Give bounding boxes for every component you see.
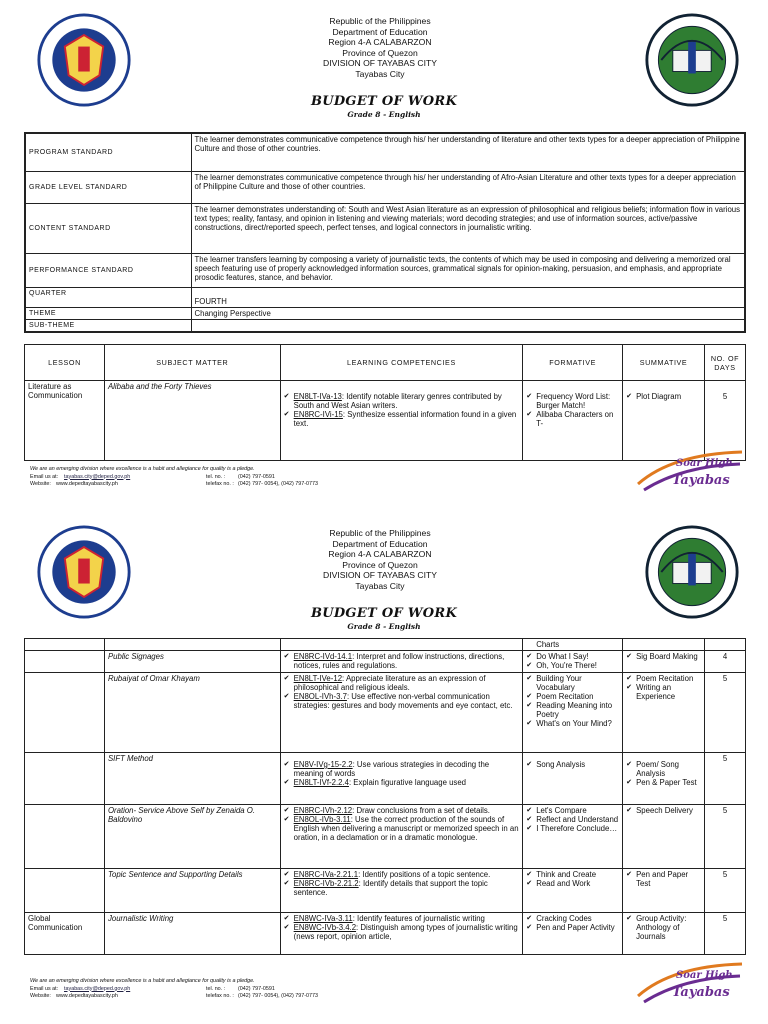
list-item: ✔ Writing an Experience bbox=[626, 683, 701, 701]
standard-row bbox=[25, 287, 745, 307]
lesson-cell bbox=[25, 805, 105, 869]
subject-cell: Oration- Service Above Self by Zenaida O. Baldovino bbox=[104, 805, 280, 869]
list-item: ✔ EN8V-IVg-15-2.2: Use various strategies in decoding the meaning of words bbox=[284, 760, 520, 778]
document-subtitle: Grade 8 - English bbox=[347, 110, 421, 119]
lesson-cell bbox=[25, 869, 105, 913]
competencies-cell bbox=[280, 869, 523, 913]
competencies-cell bbox=[280, 673, 523, 753]
standard-label: GRADE LEVEL STANDARD bbox=[25, 171, 191, 203]
standard-row bbox=[25, 307, 745, 319]
standard-text bbox=[191, 319, 745, 332]
standard-label: SUB-THEME bbox=[25, 319, 191, 332]
list-item: ✔ Think and Create bbox=[526, 870, 619, 879]
competencies-cell bbox=[280, 753, 523, 805]
standard-label: PERFORMANCE STANDARD bbox=[25, 253, 191, 287]
summative-cell bbox=[623, 869, 705, 913]
competencies-cell bbox=[280, 651, 523, 673]
list-item: ✔ EN8RC-IVh-2.12: Draw conclusions from a set of details. bbox=[284, 806, 520, 815]
formative-cell bbox=[523, 753, 623, 805]
days-cell: 5 bbox=[705, 869, 746, 913]
days-cell: 5 bbox=[705, 381, 746, 461]
page-footer: We are an emerging division where excellence is a habit and allegiance for quality is a pledge. Email us at: tayabas.city@deped.gov.ph tel. no. : (042) 797-0591 Website: www.depedtayabascity.ph telefax no. : (042) 797- 0054), (042) 797-0773 bbox=[30, 978, 319, 1000]
standard-text: FOURTH bbox=[191, 287, 745, 307]
table-row bbox=[25, 651, 746, 673]
list-item: ✔ EN8OL-IVh-3.7: Use effective non-verbal communication strategies: gestures and body movements and eye contact, etc. bbox=[284, 692, 520, 710]
standard-label: CONTENT STANDARD bbox=[25, 203, 191, 253]
subject-cell: Public Signages bbox=[104, 651, 280, 673]
formative-cell bbox=[523, 805, 623, 869]
standard-label: THEME bbox=[25, 307, 191, 319]
list-item: ✔ Pen and Paper Activity bbox=[526, 923, 619, 932]
website-link[interactable]: www.depedtayabascity.ph bbox=[56, 993, 118, 1000]
formative-cell bbox=[523, 673, 623, 753]
list-item: ✔ Sig Board Making bbox=[626, 652, 701, 661]
table-row bbox=[25, 753, 746, 805]
days-cell: 5 bbox=[705, 805, 746, 869]
summative-cell bbox=[623, 651, 705, 673]
email-link[interactable]: tayabas.city@deped.gov.ph bbox=[64, 473, 131, 480]
list-item: ✔ Building Your Vocabulary bbox=[526, 674, 619, 692]
days-cell: 4 bbox=[705, 651, 746, 673]
summative-cell bbox=[623, 673, 705, 753]
formative-cell bbox=[523, 913, 623, 955]
summative-cell bbox=[623, 753, 705, 805]
subject-cell: Rubaiyat of Omar Khayam bbox=[104, 673, 280, 753]
list-item: ✔ Alibaba Characters on T- bbox=[526, 410, 619, 428]
days-cell: 5 bbox=[705, 753, 746, 805]
subject-cell: Topic Sentence and Supporting Details bbox=[104, 869, 280, 913]
list-item: ✔ EN8LT-IVe-12: Appreciate literature as an expression of philosophical and religious ideals. bbox=[284, 674, 520, 692]
document-page-2 bbox=[0, 512, 768, 1024]
svg-text:Tayabas: Tayabas bbox=[672, 473, 730, 488]
standard-row bbox=[25, 253, 745, 287]
list-item: ✔ Do What I Say! bbox=[526, 652, 619, 661]
lesson-cell bbox=[25, 651, 105, 673]
svg-text:Soar High: Soar High bbox=[676, 970, 733, 981]
standards-table bbox=[24, 132, 746, 333]
list-item: ✔ Group Activity: Anthology of Journals bbox=[626, 914, 701, 941]
standard-text: The learner transfers learning by composing a variety of journalistic texts, the contents of which may be used in composing and delivering a memorized oral speech featuring use of properly acknowledged information sources, grammatical signals for opinion-making, persuasion, and emphasis, and appropriate prosodic features, stance, and behavior. bbox=[191, 253, 745, 287]
budget-of-work-table-continued bbox=[24, 638, 746, 955]
svg-text:Tayabas: Tayabas bbox=[672, 985, 730, 1000]
list-item: ✔ Oh, You're There! bbox=[526, 661, 619, 670]
list-item: ✔ Plot Diagram bbox=[626, 392, 701, 401]
list-item: ✔ Song Analysis bbox=[526, 760, 619, 769]
list-item: ✔ EN8LT-IVf-2.2.4: Explain figurative language used bbox=[284, 778, 520, 787]
lesson-cell: Global Communication bbox=[25, 913, 105, 955]
subject-cell: Alibaba and the Forty Thieves bbox=[104, 381, 280, 461]
summative-cell bbox=[623, 913, 705, 955]
list-item: ✔ EN8RC-IVi-15: Synthesize essential information found in a given text. bbox=[284, 410, 520, 428]
column-header: NO. OF DAYS bbox=[705, 345, 746, 381]
standard-row bbox=[25, 319, 745, 332]
subject-cell: Journalistic Writing bbox=[104, 913, 280, 955]
formative-cell bbox=[523, 381, 623, 461]
list-item: ✔ Read and Work bbox=[526, 879, 619, 888]
standard-text: Changing Perspective bbox=[191, 307, 745, 319]
formative-cell bbox=[523, 651, 623, 673]
table-header-row bbox=[25, 345, 746, 381]
standard-text: The learner demonstrates understanding of: South and West Asian literature as an expression of philosophical and religious beliefs; information flow in various text types; reality, fantasy, and opinion in listening and viewing materials; word decoding strategies; and use of information sources, active/passive constructions, direct/reported speech, perfect tenses, and logical connectors in journalistic writing. bbox=[191, 203, 745, 253]
list-item: ✔ EN8WC-IVa-3.11: Identify features of journalistic writing bbox=[284, 914, 520, 923]
list-item: ✔ Poem Recitation bbox=[526, 692, 619, 701]
list-item: ✔ Reflect and Understand bbox=[526, 815, 619, 824]
standard-row bbox=[25, 203, 745, 253]
lesson-cell: Literature as Communication bbox=[25, 381, 105, 461]
list-item: ✔ EN8RC-IVd-14.1: Interpret and follow instructions, directions, notices, rules and regulations. bbox=[284, 652, 520, 670]
column-header: FORMATIVE bbox=[523, 345, 623, 381]
list-item: ✔ Let's Compare bbox=[526, 806, 619, 815]
svg-text:Soar High: Soar High bbox=[676, 458, 733, 469]
list-item: ✔ EN8RC-IVb-2.21.2: Identify details that support the topic sentence. bbox=[284, 879, 520, 897]
competencies-cell bbox=[280, 805, 523, 869]
list-item: ✔ Pen & Paper Test bbox=[626, 778, 701, 787]
days-cell: 5 bbox=[705, 913, 746, 955]
standard-label: PROGRAM STANDARD bbox=[25, 133, 191, 171]
list-item: ✔ EN8WC-IVb-3.4.2: Distinguish among types of journalistic writing (news report, opinion article, bbox=[284, 923, 520, 941]
list-item: ✔ Reading Meaning into Poetry bbox=[526, 701, 619, 719]
formative-cell: Charts bbox=[523, 639, 623, 651]
table-row bbox=[25, 639, 746, 651]
table-row bbox=[25, 913, 746, 955]
document-title: BUDGET OF WORK bbox=[310, 94, 458, 109]
column-header: LEARNING COMPETENCIES bbox=[280, 345, 523, 381]
document-title: BUDGET OF WORK bbox=[310, 606, 458, 621]
website-link[interactable]: www.depedtayabascity.ph bbox=[56, 481, 118, 488]
formative-cell bbox=[523, 869, 623, 913]
competencies-cell bbox=[280, 381, 523, 461]
column-header: SUMMATIVE bbox=[623, 345, 705, 381]
table-row bbox=[25, 869, 746, 913]
lesson-cell bbox=[25, 753, 105, 805]
soar-high-tayabas-logo bbox=[632, 956, 748, 1012]
standard-row bbox=[25, 133, 745, 171]
list-item: ✔ What's on Your Mind? bbox=[526, 719, 619, 728]
list-item: ✔ Speech Delivery bbox=[626, 806, 701, 815]
letterhead: Republic of the Philippines Department of Education Region 4-A CALABARZON Province of Quezon DIVISION OF TAYABAS CITY Tayabas City bbox=[323, 16, 437, 79]
list-item: ✔ Frequency Word List: Burger Match! bbox=[526, 392, 619, 410]
standard-row bbox=[25, 171, 745, 203]
letterhead: Republic of the Philippines Department of Education Region 4-A CALABARZON Province of Quezon DIVISION OF TAYABAS CITY Tayabas City bbox=[323, 528, 437, 591]
list-item: ✔ Poem Recitation bbox=[626, 674, 701, 683]
list-item: ✔ EN8OL-IVb-3.11: Use the correct production of the sounds of English when delivering a manuscript or memorized speech in an oration, in a declamation or in a dramatic monologue. bbox=[284, 815, 520, 842]
email-link[interactable]: tayabas.city@deped.gov.ph bbox=[64, 985, 131, 992]
list-item: ✔ Pen and Paper Test bbox=[626, 870, 701, 888]
list-item: ✔ EN8RC-IVa-2.21.1: Identify positions of a topic sentence. bbox=[284, 870, 520, 879]
column-header: LESSON bbox=[25, 345, 105, 381]
list-item: ✔ I Therefore Conclude… bbox=[526, 824, 619, 833]
table-row bbox=[25, 673, 746, 753]
list-item: ✔ Cracking Codes bbox=[526, 914, 619, 923]
days-cell: 5 bbox=[705, 673, 746, 753]
column-header: SUBJECT MATTER bbox=[104, 345, 280, 381]
list-item: ✔ Poem/ Song Analysis bbox=[626, 760, 701, 778]
standard-text: The learner demonstrates communicative competence through his/ her understanding of Afro-Asian Literature and other texts types for a deeper appreciation of Philippine Culture and those of other countries. bbox=[191, 171, 745, 203]
standard-label: QUARTER bbox=[25, 287, 191, 307]
page-footer: We are an emerging division where excellence is a habit and allegiance for quality is a pledge. Email us at: tayabas.city@deped.gov.ph tel. no. : (042) 797-0591 Website: www.depedtayabascity.ph telefax no. : (042) 797- 0054), (042) 797-0773 bbox=[30, 466, 319, 488]
list-item: ✔ EN8LT-IVa-13: Identify notable literary genres contributed by South and West Asian writers. bbox=[284, 392, 520, 410]
document-subtitle: Grade 8 - English bbox=[347, 622, 421, 631]
table-row bbox=[25, 805, 746, 869]
competencies-cell bbox=[280, 913, 523, 955]
standard-text: The learner demonstrates communicative competence through his/ her understanding of literature and other texts types for a deeper appreciation of Philippine Culture and those of other countries. bbox=[191, 133, 745, 171]
subject-cell: SIFT Method bbox=[104, 753, 280, 805]
summative-cell bbox=[623, 805, 705, 869]
soar-high-tayabas-logo bbox=[632, 444, 748, 500]
lesson-cell bbox=[25, 673, 105, 753]
